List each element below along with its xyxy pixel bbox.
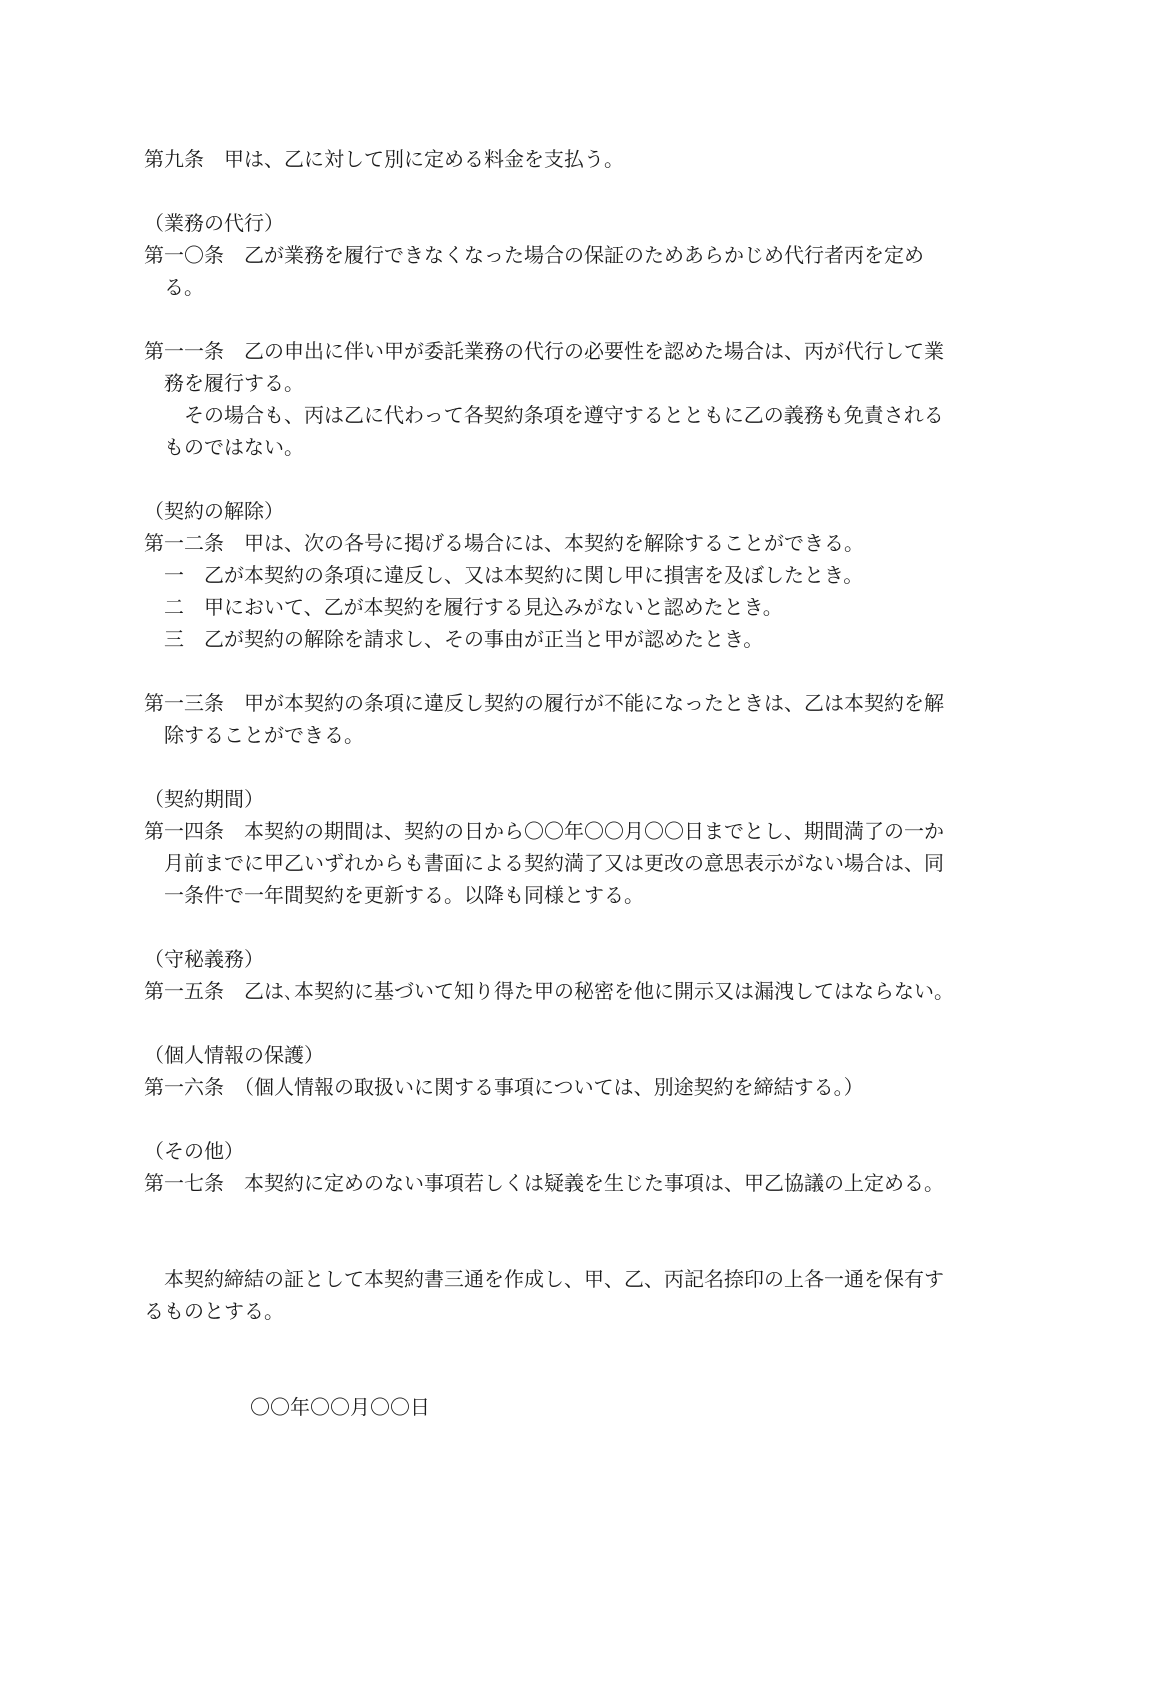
article-9: 第九条 甲は、乙に対して別に定める料金を支払う。	[144, 147, 624, 171]
article-13-line-2: 除することができる。	[164, 723, 364, 747]
article-17: 第一七条 本契約に定めのない事項若しくは疑義を生じた事項は、甲乙協議の上定める。	[144, 1171, 944, 1195]
article-11-line-2: 務を履行する。	[164, 371, 304, 395]
heading-personal-info: （個人情報の保護）	[144, 1043, 324, 1067]
heading-contract-period: （契約期間）	[144, 787, 264, 811]
article-12-item-2: 二 甲において、乙が本契約を履行する見込みがないと認めたとき。	[164, 595, 783, 619]
article-12: 第一二条 甲は、次の各号に掲げる場合には、本契約を解除することができる。	[144, 531, 864, 555]
article-13-line-1: 第一三条 甲が本契約の条項に違反し契約の履行が不能になったときは、乙は本契約を解	[144, 691, 944, 715]
heading-business-agency: （業務の代行）	[144, 211, 284, 235]
heading-confidentiality: （守秘義務）	[144, 947, 264, 971]
article-12-item-1: 一 乙が本契約の条項に違反し、又は本契約に関し甲に損害を及ぼしたとき。	[164, 563, 864, 587]
heading-other: （その他）	[144, 1139, 244, 1163]
article-14-line-1: 第一四条 本契約の期間は、契約の日から〇〇年〇〇月〇〇日までとし、期間満了の一か	[144, 819, 944, 843]
closing-line-2: るものとする。	[144, 1299, 284, 1323]
article-14-line-2: 月前までに甲乙いずれからも書面による契約満了又は更改の意思表示がない場合は、同	[164, 851, 944, 875]
article-11-line-3: その場合も、丙は乙に代わって各契約条項を遵守するとともに乙の義務も免責される	[164, 403, 944, 427]
article-14-line-3: 一条件で一年間契約を更新する。以降も同様とする。	[164, 883, 644, 907]
contract-date: 〇〇年〇〇月〇〇日	[250, 1395, 430, 1419]
article-11-line-1: 第一一条 乙の申出に伴い甲が委託業務の代行の必要性を認めた場合は、丙が代行して業	[144, 339, 944, 363]
article-11-line-4: ものではない。	[164, 435, 304, 459]
article-12-item-3: 三 乙が契約の解除を請求し、その事由が正当と甲が認めたとき。	[164, 627, 764, 651]
article-10-line-2: る。	[164, 275, 204, 299]
article-10-line-1: 第一〇条 乙が業務を履行できなくなった場合の保証のためあらかじめ代行者丙を定め	[144, 243, 924, 267]
article-16: 第一六条 （個人情報の取扱いに関する事項については、別途契約を締結する。）	[144, 1075, 864, 1099]
heading-contract-termination: （契約の解除）	[144, 499, 284, 523]
closing-line-1: 本契約締結の証として本契約書三通を作成し、甲、乙、丙記名捺印の上各一通を保有す	[164, 1267, 944, 1291]
article-15: 第一五条 乙は､本契約に基づいて知り得た甲の秘密を他に開示又は漏洩してはならない。	[144, 979, 954, 1003]
